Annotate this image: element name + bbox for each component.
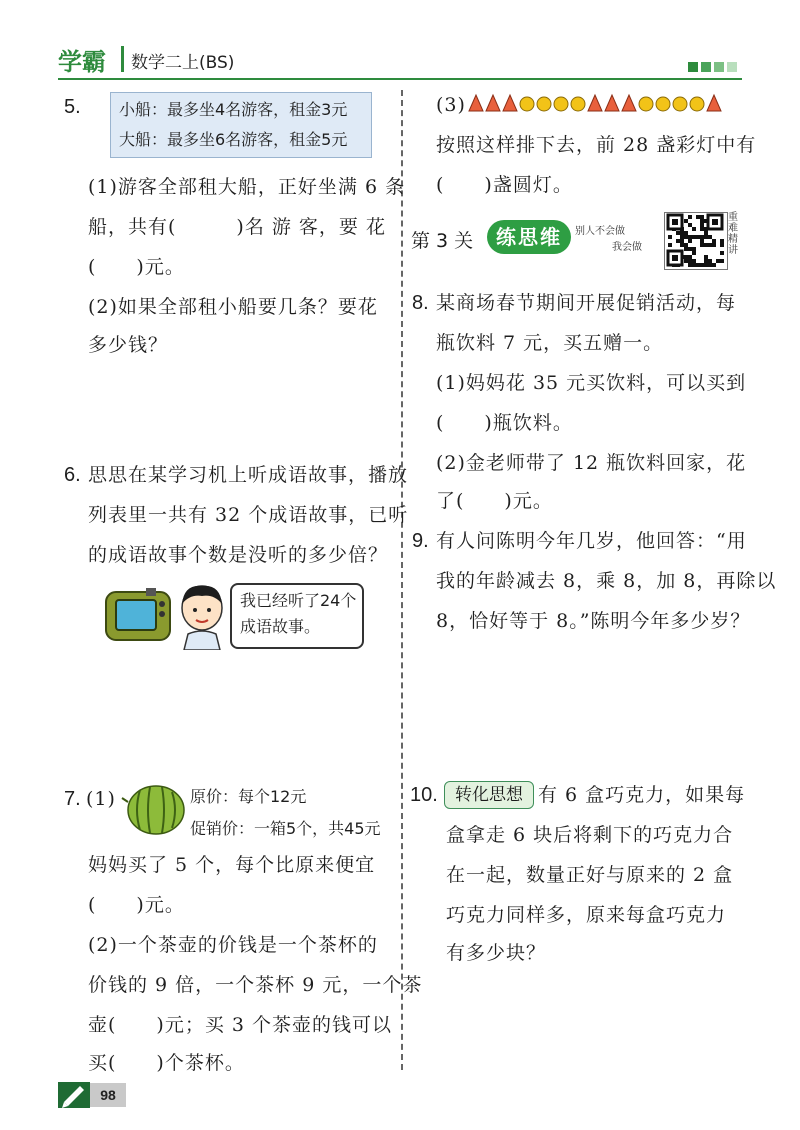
circle-lamp-icon xyxy=(520,97,534,111)
circle-lamp-icon xyxy=(537,97,551,111)
triangle-lamp-icon xyxy=(707,95,721,111)
q9-line: 我的年龄减去 8，乘 8，加 8，再除以 xyxy=(436,570,777,592)
q-cont-label: (3) xyxy=(436,94,466,116)
q8-line: (1)妈妈花 35 元买饮料，可以买到 xyxy=(436,372,747,394)
sale-price: 促销价：一箱5个，共45元 xyxy=(190,819,381,838)
triangle-lamp-icon xyxy=(588,95,602,111)
circle-lamp-icon xyxy=(690,97,704,111)
boy-avatar-icon xyxy=(174,582,230,650)
big-boat-info: 大船：最多坐6名游客，租金5元 xyxy=(119,130,348,149)
triangle-lamp-icon xyxy=(486,95,500,111)
circle-lamp-icon xyxy=(554,97,568,111)
bubble-line: 我已经听了24个 xyxy=(240,591,357,610)
section-3-sub1: 别人不会做 xyxy=(575,226,625,237)
q7-part1-label: (1) xyxy=(86,788,116,810)
boat-info-box xyxy=(110,92,372,158)
q7-line: ( )元。 xyxy=(88,894,185,916)
lamp-pattern xyxy=(468,92,728,116)
header-square xyxy=(727,62,737,72)
q10-line: 有 6 盒巧克力，如果每 xyxy=(538,784,746,806)
triangle-lamp-icon xyxy=(622,95,636,111)
q8-line: 了( )元。 xyxy=(436,490,553,512)
q6-line: 思思在某学习机上听成语故事，播放 xyxy=(88,464,409,486)
q8-line: ( )瓶饮料。 xyxy=(436,412,573,434)
page-number: 98 xyxy=(90,1083,126,1107)
q5-line: 多少钱？ xyxy=(88,334,169,356)
q9-line: 8，恰好等于 8。”陈明今年多少岁？ xyxy=(436,610,751,632)
bubble-line: 成语故事。 xyxy=(240,617,321,636)
q8-line: 某商场春节期间开展促销活动，每 xyxy=(436,292,737,314)
q5-line: ( )元。 xyxy=(88,256,185,278)
q10-line: 在一起，数量正好与原来的 2 盒 xyxy=(446,864,734,886)
header-square xyxy=(688,62,698,72)
q8-line: 瓶饮料 7 元，买五赠一。 xyxy=(436,332,664,354)
header-square xyxy=(714,62,724,72)
q7-line: 妈妈买了 5 个，每个比原来便宜 xyxy=(88,854,376,876)
header-logo: 学霸 xyxy=(58,48,106,76)
q10-number: 10. xyxy=(410,784,438,806)
q9-line: 有人问陈明今年几岁，他回答：“用 xyxy=(436,530,747,552)
header-rule xyxy=(58,78,742,80)
q6-line: 列表里一共有 32 个成语故事，已听 xyxy=(88,504,409,526)
q7-line: 壶( )元；买 3 个茶壶的钱可以 xyxy=(88,1014,392,1036)
triangle-lamp-icon xyxy=(469,95,483,111)
q7-line: 买( )个茶杯。 xyxy=(88,1052,245,1074)
circle-lamp-icon xyxy=(673,97,687,111)
header-square xyxy=(701,62,711,72)
section-3-label: 第 3 关 xyxy=(411,230,474,252)
qr-code-icon[interactable] xyxy=(664,212,728,270)
section-3-sub2: 我会做 xyxy=(612,242,642,253)
pencil-icon xyxy=(58,1080,90,1108)
q5-line: (1)游客全部租大船，正好坐满 6 条 xyxy=(88,176,406,198)
q5-number: 5. xyxy=(64,96,81,118)
q6-line: 的成语故事个数是没听的多少倍？ xyxy=(88,544,389,566)
q10-line: 盒拿走 6 块后将剩下的巧克力合 xyxy=(446,824,734,846)
q10-line: 巧克力同样多，原来每盒巧克力 xyxy=(446,904,727,926)
q10-line: 有多少块？ xyxy=(446,942,547,964)
q8-line: (2)金老师带了 12 瓶饮料回家，花 xyxy=(436,452,747,474)
q-cont-line: ( )盏圆灯。 xyxy=(436,174,573,196)
triangle-lamp-icon xyxy=(605,95,619,111)
learning-device-icon xyxy=(104,588,174,644)
q10-tag: 转化思想 xyxy=(444,781,534,809)
melon-icon xyxy=(120,780,186,836)
original-price: 原价：每个12元 xyxy=(190,787,307,806)
q-cont-line: 按照这样排下去，前 28 盏彩灯中有 xyxy=(436,134,757,156)
speech-bubble xyxy=(230,583,364,649)
q9-number: 9. xyxy=(412,530,429,552)
header-title: 数学二上(BS) xyxy=(131,53,235,73)
q5-line: 船，共有( )名 游 客，要 花 xyxy=(88,216,386,238)
q7-number: 7. xyxy=(64,788,81,810)
q7-line: 价钱的 9 倍，一个茶杯 9 元，一个茶 xyxy=(88,974,423,996)
q7-line: (2)一个茶壶的价钱是一个茶杯的 xyxy=(88,934,378,956)
circle-lamp-icon xyxy=(571,97,585,111)
q8-number: 8. xyxy=(412,292,429,314)
header-separator xyxy=(121,46,124,72)
section-3-pill: 练思维 xyxy=(487,220,571,254)
qr-side-label: 重难精讲 xyxy=(728,212,738,256)
circle-lamp-icon xyxy=(656,97,670,111)
q5-line: (2)如果全部租小船要几条？要花 xyxy=(88,296,378,318)
triangle-lamp-icon xyxy=(503,95,517,111)
column-divider xyxy=(401,90,403,1070)
q6-number: 6. xyxy=(64,464,81,486)
small-boat-info: 小船：最多坐4名游客，租金3元 xyxy=(119,100,348,119)
circle-lamp-icon xyxy=(639,97,653,111)
